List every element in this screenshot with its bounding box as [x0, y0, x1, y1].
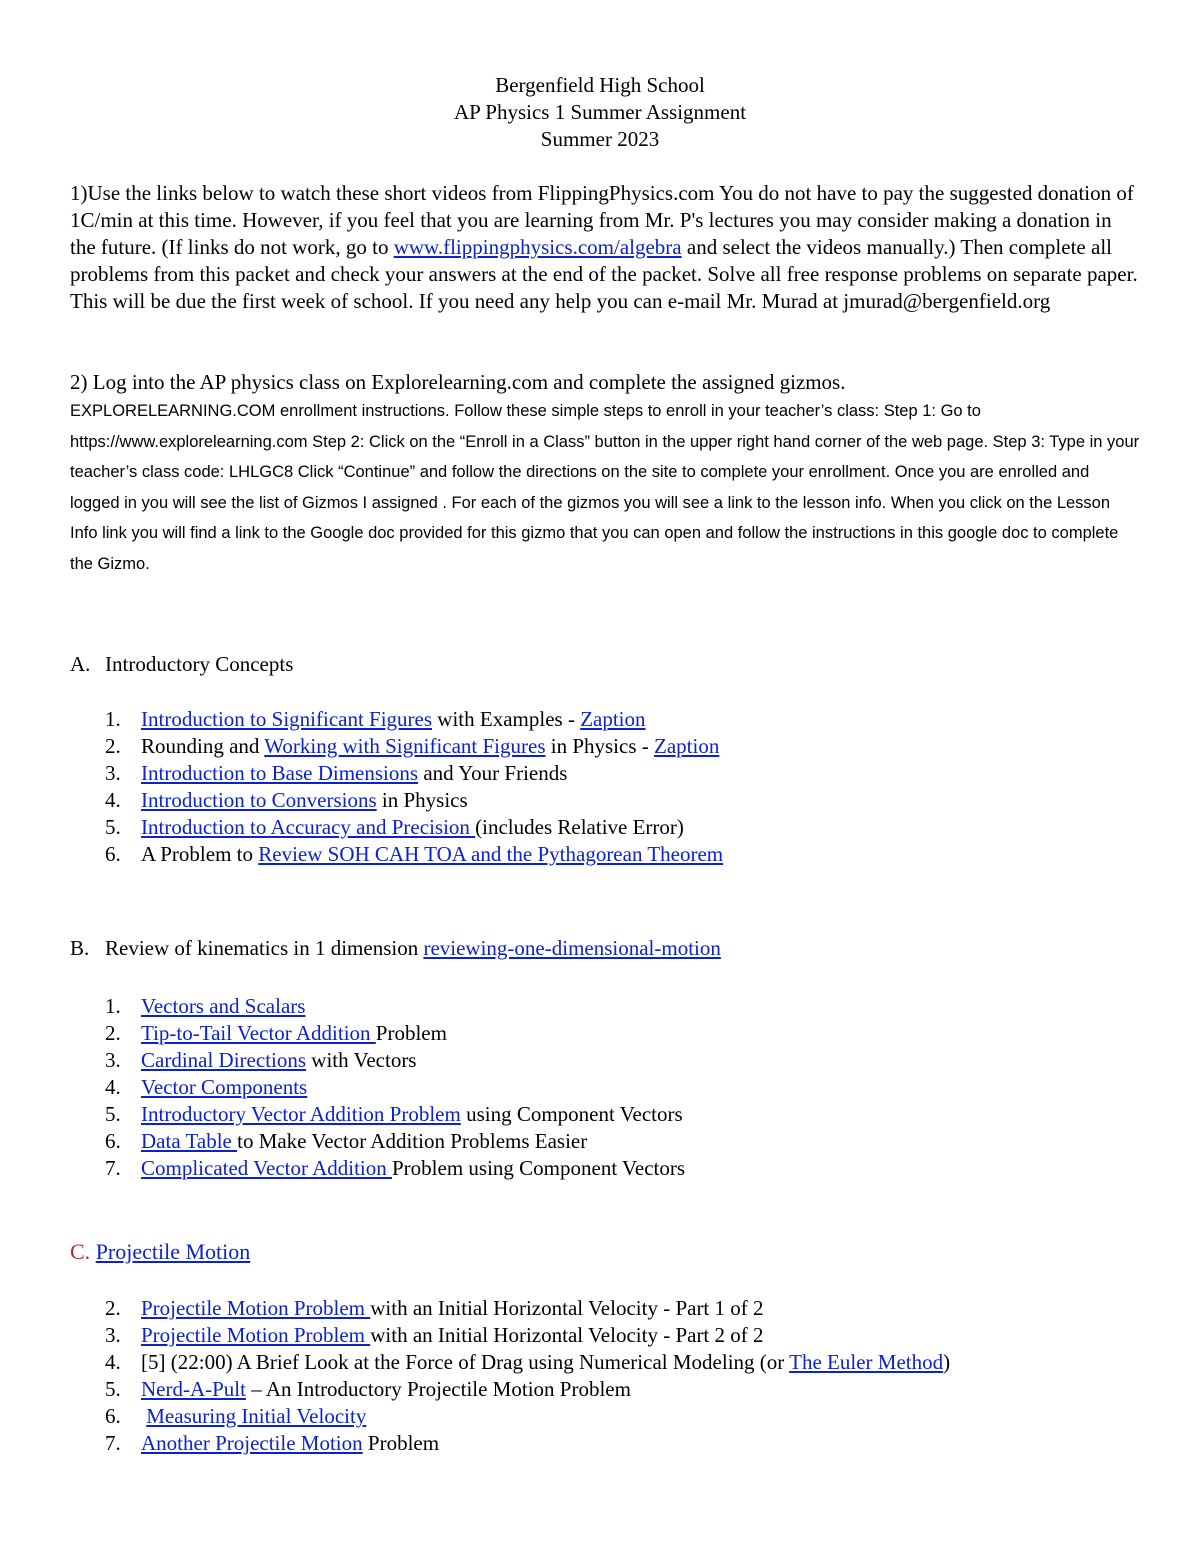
document-header	[0, 72, 1200, 153]
item-number: 5.	[105, 815, 121, 839]
video-link[interactable]: The Euler Method	[789, 1350, 944, 1374]
item-number: 6.	[105, 842, 121, 866]
item-number: 4.	[105, 1075, 121, 1099]
para1-text-start: 1)Use the links below to watch these short videos from FlippingPhysics.com You do not have to pay the suggested donation of 1C/min at this time. However, if you feel that you are learning from Mr. P's lectures you may consider making a donation in the future. (If links do not work, go to	[70, 181, 1134, 259]
video-link[interactable]: Tip-to-Tail Vector Addition	[141, 1021, 376, 1045]
zaption-link[interactable]: Zaption	[654, 734, 720, 758]
video-link[interactable]: Introduction to Accuracy and Precision	[141, 815, 476, 839]
item-number: 6.	[105, 1404, 121, 1428]
video-link[interactable]: Vector Components	[141, 1075, 308, 1099]
list-item	[105, 1020, 685, 1047]
list-item	[105, 760, 723, 787]
item-text: using Component Vectors	[460, 1102, 683, 1126]
item-text: Problem using Component Vectors	[392, 1156, 686, 1180]
item-text: with Vectors	[306, 1048, 417, 1072]
video-link[interactable]: Projectile Motion Problem	[141, 1323, 371, 1347]
instructions-paragraph-2	[70, 369, 1140, 396]
item-number: 2.	[105, 1021, 121, 1045]
list-item	[105, 1155, 685, 1182]
section-b-letter: B.	[70, 936, 90, 960]
video-link[interactable]: Another Projectile Motion	[141, 1431, 363, 1455]
item-text: and Your Friends	[418, 761, 568, 785]
list-item	[105, 993, 685, 1020]
item-text: Rounding and	[141, 734, 265, 758]
section-b-list	[105, 993, 685, 1182]
zaption-link[interactable]: Zaption	[580, 707, 646, 731]
video-link[interactable]: Projectile Motion Problem	[141, 1296, 371, 1320]
video-link[interactable]: Introductory Vector Addition Problem	[141, 1102, 461, 1126]
para1-text-end: and select the videos manually.) Then complete all problems from this packet and check your answers at the end of the packet. Solve all free response problems on separate paper. This will be due the first week of school. If you need any help you can e-mail Mr. Murad at jmurad@bergenfield.org	[70, 235, 1138, 313]
video-link[interactable]: Data Table	[141, 1129, 238, 1153]
list-item	[105, 1074, 685, 1101]
projectile-motion-link[interactable]: Projectile Motion	[95, 1239, 251, 1264]
enrollment-instructions: EXPLORELEARNING.COM enrollment instructions. Follow these simple steps to enroll in your teacher’s class: Step 1: Go to https://www.explorelearning.com Step 2: Click on the “Enroll in a Class” button in the upper right hand corner of the web page. Step 3: Type in your teacher’s class code: LHLGC8 Click “Continue” and follow the directions on the site to complete your enrollment. Once you are enrolled and logged in you will see the list of Gizmos I assigned . For each of the gizmos you will see a link to the lesson info. When you click on the Lesson Info link you will find a link to the Google doc provided for this gizmo that you can open and follow the instructions in this google doc to complete the Gizmo.	[70, 402, 1140, 573]
list-item	[105, 814, 723, 841]
item-number: 7.	[105, 1431, 121, 1455]
flippingphysics-algebra-link[interactable]: www.flippingphysics.com/algebra	[393, 235, 682, 259]
item-number: 5.	[105, 1102, 121, 1126]
item-text: – An Introductory Projectile Motion Problem	[245, 1377, 631, 1401]
section-b-link[interactable]: reviewing-one-dimensional-motion	[423, 936, 721, 960]
para2-text: 2) Log into the AP physics class on Explorelearning.com and complete the assigned gizmos.	[70, 370, 846, 394]
section-b-heading	[70, 936, 721, 961]
course-title: AP Physics 1 Summer Assignment	[453, 100, 747, 124]
item-number: 2.	[105, 1296, 121, 1320]
list-item	[105, 1376, 950, 1403]
list-item	[105, 787, 723, 814]
list-item	[105, 1322, 950, 1349]
item-text: Problem	[375, 1021, 447, 1045]
item-number: 2.	[105, 734, 121, 758]
video-link[interactable]: Nerd-A-Pult	[141, 1377, 246, 1401]
item-text: in Physics -	[545, 734, 655, 758]
section-b-title: Review of kinematics in 1 dimension	[105, 936, 424, 960]
item-text: to Make Vector Addition Problems Easier	[237, 1129, 588, 1153]
section-a-title: Introductory Concepts	[105, 652, 294, 676]
video-link[interactable]: Cardinal Directions	[141, 1048, 307, 1072]
item-number: 7.	[105, 1156, 121, 1180]
section-a-list	[105, 706, 723, 868]
item-number: 1.	[105, 707, 121, 731]
list-item	[105, 1430, 950, 1457]
video-link[interactable]: Introduction to Conversions	[141, 788, 377, 812]
list-item	[105, 841, 723, 868]
video-link[interactable]: Complicated Vector Addition	[141, 1156, 392, 1180]
video-link[interactable]: Working with Significant Figures	[264, 734, 546, 758]
item-number: 3.	[105, 1048, 121, 1072]
item-text: [5] (22:00) A Brief Look at the Force of Drag using Numerical Modeling (or	[141, 1350, 790, 1374]
list-item	[105, 1128, 685, 1155]
item-text: with Examples -	[432, 707, 581, 731]
section-c-heading	[70, 1239, 250, 1265]
item-number: 5.	[105, 1377, 121, 1401]
list-item	[105, 1101, 685, 1128]
video-link[interactable]: Introduction to Base Dimensions	[141, 761, 419, 785]
item-number: 6.	[105, 1129, 121, 1153]
item-text: )	[943, 1350, 951, 1374]
item-number: 3.	[105, 1323, 121, 1347]
section-c-letter: C.	[70, 1239, 91, 1264]
section-a-heading	[70, 652, 293, 677]
item-text: Problem	[362, 1431, 440, 1455]
item-text: (includes Relative Error)	[475, 815, 684, 839]
list-item	[105, 1047, 685, 1074]
item-text: with an Initial Horizontal Velocity - Part 1 of 2	[370, 1296, 764, 1320]
video-link[interactable]: Vectors and Scalars	[141, 994, 306, 1018]
instructions-paragraph-1	[70, 180, 1140, 315]
item-number: 4.	[105, 1350, 121, 1374]
item-text: with an Initial Horizontal Velocity - Part 2 of 2	[370, 1323, 764, 1347]
item-number: 1.	[105, 994, 121, 1018]
list-item	[105, 733, 723, 760]
section-a-letter: A.	[70, 652, 91, 676]
video-link[interactable]: Review SOH CAH TOA and the Pythagorean Theorem	[258, 842, 724, 866]
term-label: Summer 2023	[540, 127, 660, 151]
item-text: A Problem to	[141, 842, 259, 866]
list-item	[105, 1349, 950, 1376]
item-number: 4.	[105, 788, 121, 812]
video-link[interactable]: Measuring Initial Velocity	[146, 1404, 367, 1428]
section-c-list	[105, 1295, 950, 1457]
list-item	[105, 1403, 950, 1430]
video-link[interactable]: Introduction to Significant Figures	[141, 707, 433, 731]
list-item	[105, 1295, 950, 1322]
school-name: Bergenfield High School	[495, 73, 705, 97]
item-text: in Physics	[376, 788, 468, 812]
list-item	[105, 706, 723, 733]
item-number: 3.	[105, 761, 121, 785]
